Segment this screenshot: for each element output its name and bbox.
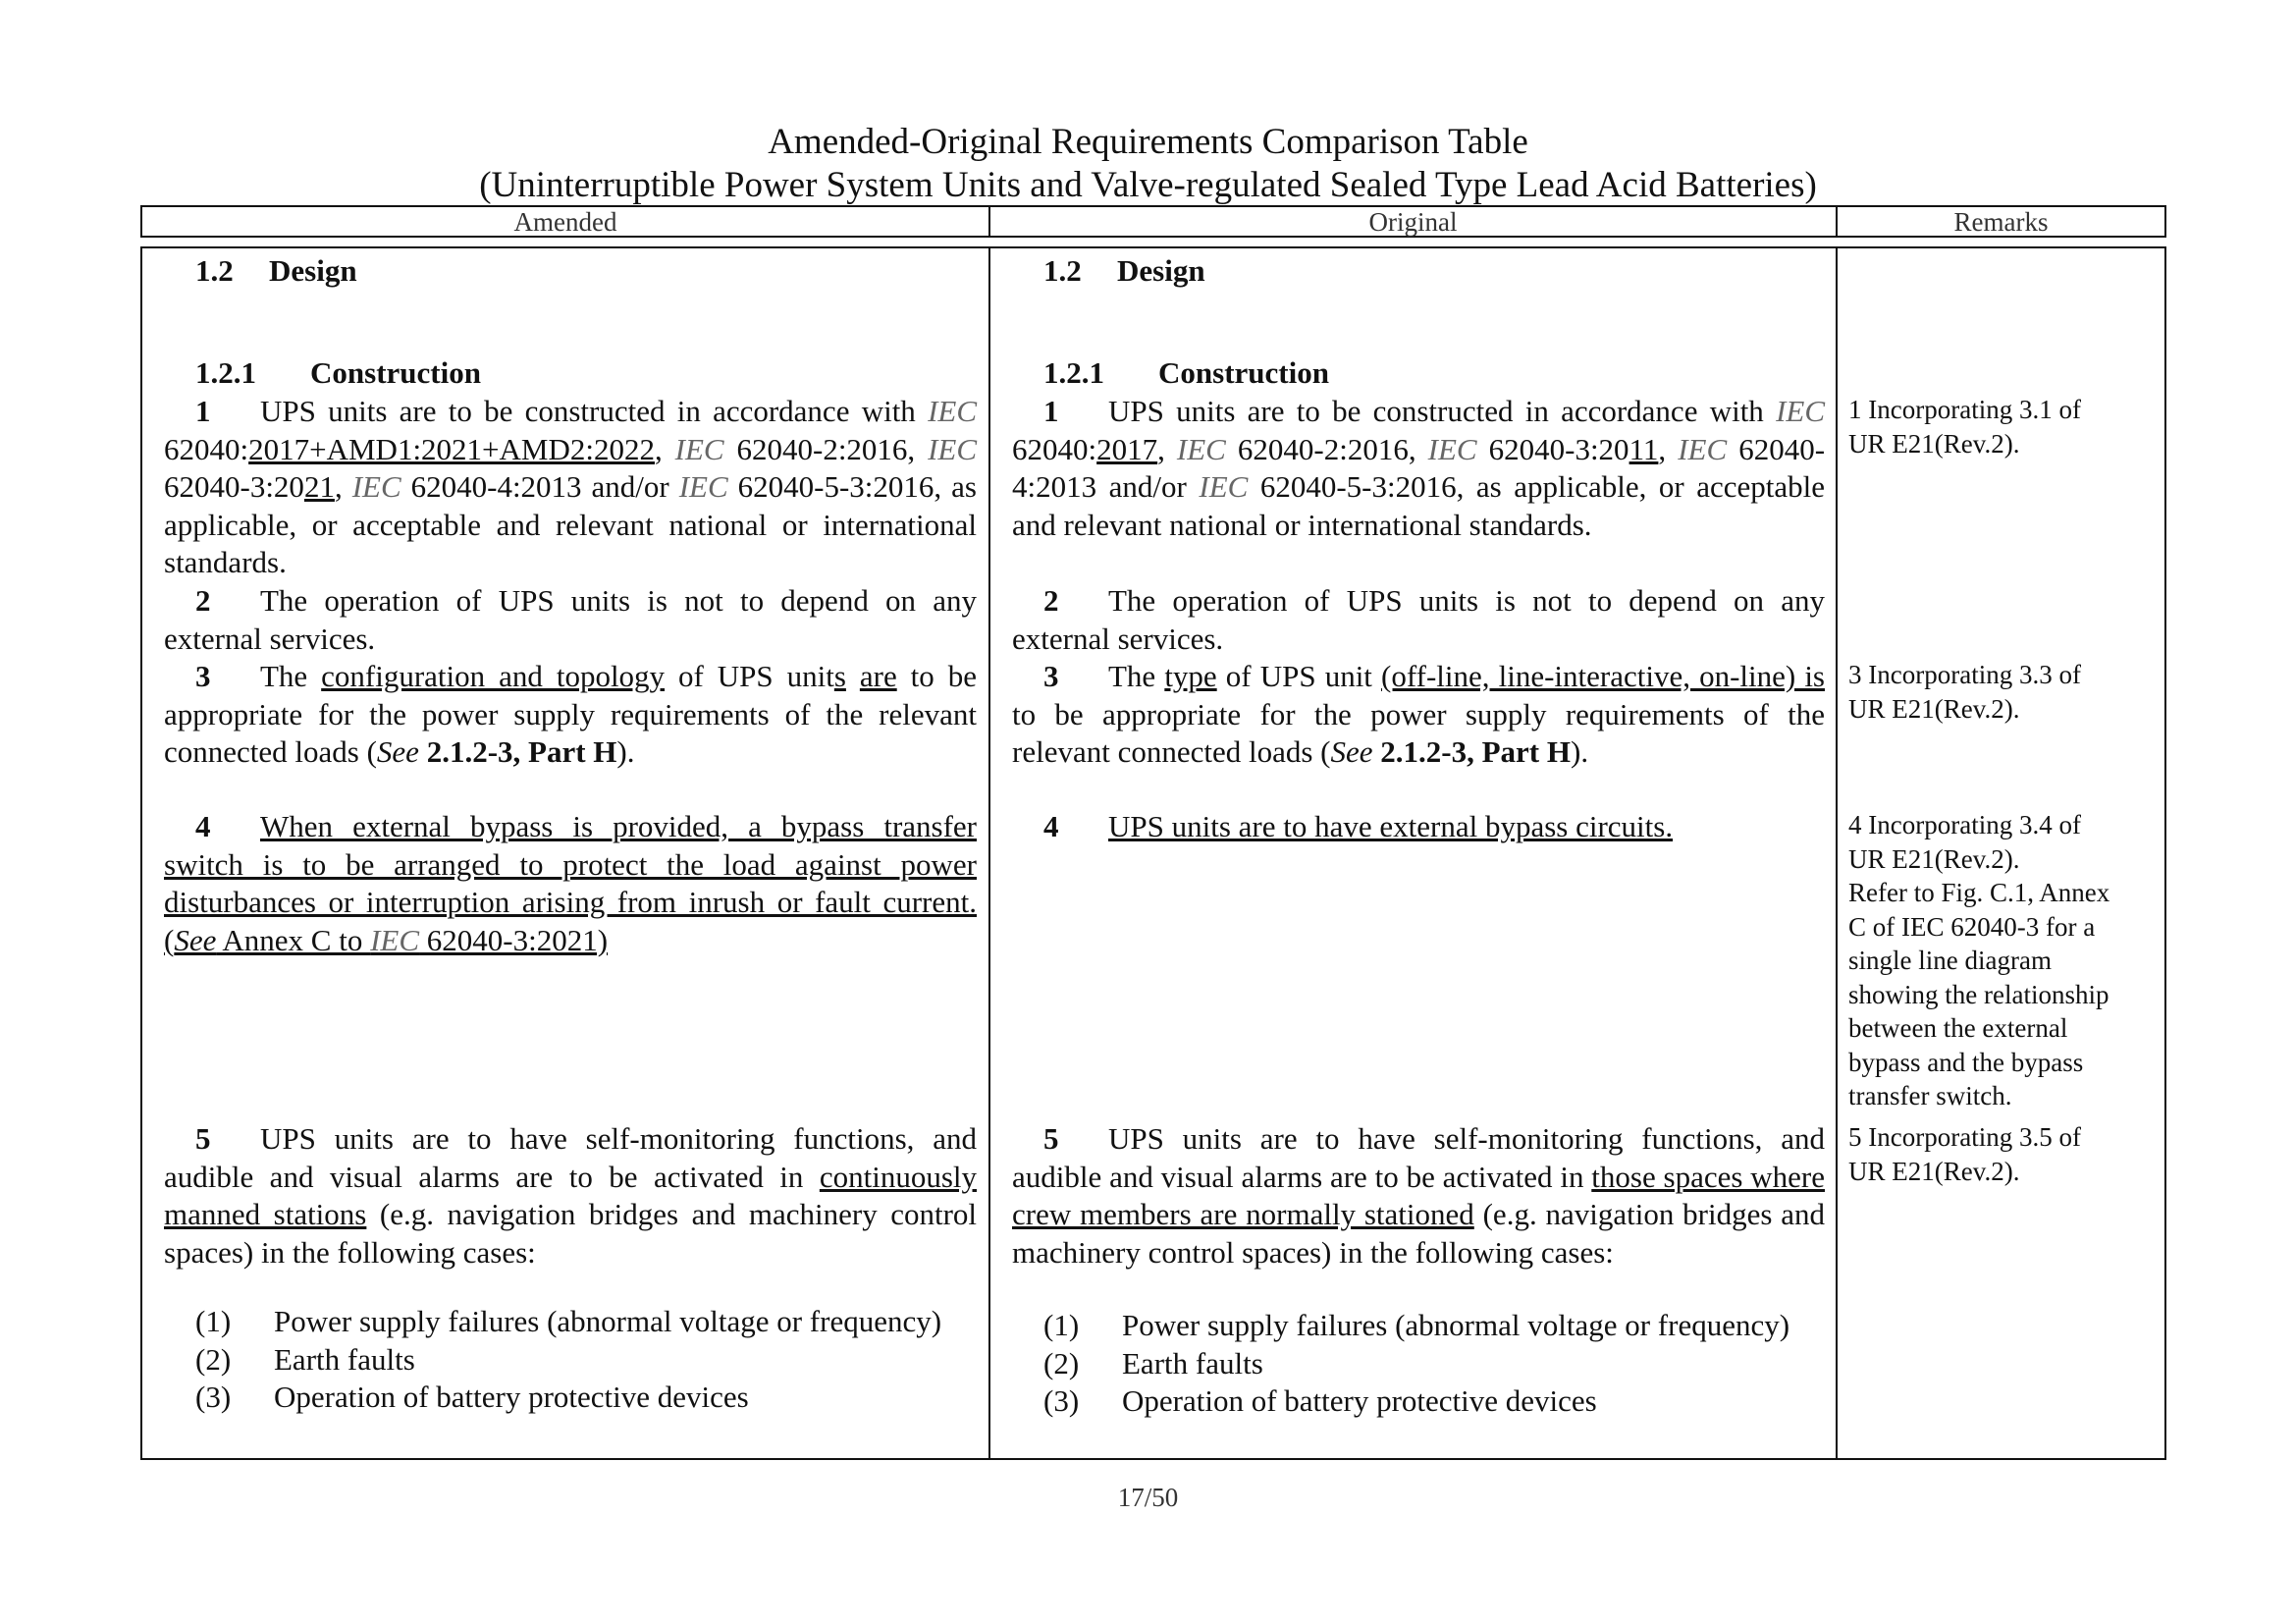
amended-subsection-heading: 1.2.1 Construction bbox=[195, 355, 481, 390]
original-case-list bbox=[1012, 1307, 1825, 1421]
amended-clause-5: 5 UPS units are to have self-monitoring functions, and audible and visual alarms are to be activated in continuously manned stations (e.g. navigation bridges and machinery control spaces) in the following cases: bbox=[164, 1121, 978, 1270]
original-clause-2: 2 The operation of UPS units is not to depend on any external services. bbox=[1012, 583, 1825, 656]
remark-clause-3: 3 Incorporating 3.3 of UR E21(Rev.2). bbox=[1848, 660, 2081, 724]
remark-clause-5: 5 Incorporating 3.5 of UR E21(Rev.2). bbox=[1848, 1122, 2081, 1186]
list-item: (3) Operation of battery protective devices bbox=[1043, 1383, 1597, 1419]
list-item: (2) Earth faults bbox=[1043, 1345, 1263, 1380]
document-title: Amended-Original Requirements Comparison Table bbox=[768, 122, 1528, 162]
list-item: (1) Power supply failures (abnormal voltage or frequency) bbox=[195, 1304, 942, 1338]
list-item: (1) Power supply failures (abnormal voltage or frequency) bbox=[1043, 1308, 1790, 1342]
amended-clause-3: 3 The configuration and topology of UPS units are to be appropriate for the power supply requirements of the relevant connected loads (See 2.1.2-3, Part H). bbox=[164, 659, 977, 770]
header-remarks: Remarks bbox=[1953, 207, 2049, 237]
page-number: 17/50 bbox=[1117, 1483, 1179, 1512]
original-clause-3: 3 The type of UPS unit (off-line, line-interactive, on-line) is to be appropriate for the power supply requirements of the relevant connected loads (See 2.1.2-3, Part H). bbox=[1012, 659, 1825, 770]
list-item: (3) Operation of battery protective devices bbox=[195, 1380, 749, 1415]
amended-clause-2: 2 The operation of UPS units is not to depend on any external services. bbox=[164, 583, 977, 656]
remark-clause-4: 4 Incorporating 3.4 of UR E21(Rev.2). Refer to Fig. C.1, Annex C of IEC 62040-3 for a single line diagram showing the relationship between the external bypass and the bypass transfer switch. bbox=[1848, 810, 2110, 1110]
column-divider bbox=[1836, 248, 1838, 1458]
original-section-heading: 1.2 Design bbox=[1043, 253, 1205, 288]
remark-clause-1: 1 Incorporating 3.1 of UR E21(Rev.2). bbox=[1848, 395, 2081, 459]
table-header bbox=[140, 205, 2166, 238]
amended-clause-4: 4 When external bypass is provided, a bypass transfer switch is to be arranged to protect the load against power disturbances or interruption arising from inrush or fault current. (See Annex C to IEC 62040-3:2021) bbox=[164, 809, 977, 957]
original-clause-1: 1 UPS units are to be constructed in accordance with IEC 62040:2017, IEC 62040-2:2016, IEC 62040-3:2011, IEC 62040-4:2013 and/or IEC 62040-5-3:2016, as applicable, or acceptable and relevant national or international standards. bbox=[1012, 394, 1826, 542]
original-clause-4: 4 UPS units are to have external bypass circuits. bbox=[1043, 809, 1674, 843]
list-item: (2) Earth faults bbox=[195, 1341, 415, 1377]
document-subtitle: (Uninterruptible Power System Units and Valve-regulated Sealed Type Lead Acid Batteries) bbox=[479, 165, 1817, 205]
comparison-table-body bbox=[140, 246, 2166, 1460]
header-original: Original bbox=[990, 207, 1838, 236]
column-divider bbox=[988, 248, 990, 1458]
amended-section-heading: 1.2 Design bbox=[195, 253, 357, 288]
original-clause-5: 5 UPS units are to have self-monitoring functions, and audible and visual alarms are to be activated in those spaces where crew members are normally stationed (e.g. navigation bridges and machinery control spaces) in the following cases: bbox=[1012, 1121, 1825, 1270]
amended-case-list bbox=[164, 1303, 977, 1417]
original-subsection-heading: 1.2.1 Construction bbox=[1043, 355, 1329, 390]
header-amended: Amended bbox=[142, 207, 990, 236]
amended-clause-1: 1 UPS units are to be constructed in accordance with IEC 62040:2017+AMD1:2021+AMD2:2022, IEC 62040-2:2016, IEC 62040-3:2021, IEC 62040-4:2013 and/or IEC 62040-5-3:2016, as applicable, or acceptable and relevant national or international standards. bbox=[164, 394, 978, 580]
